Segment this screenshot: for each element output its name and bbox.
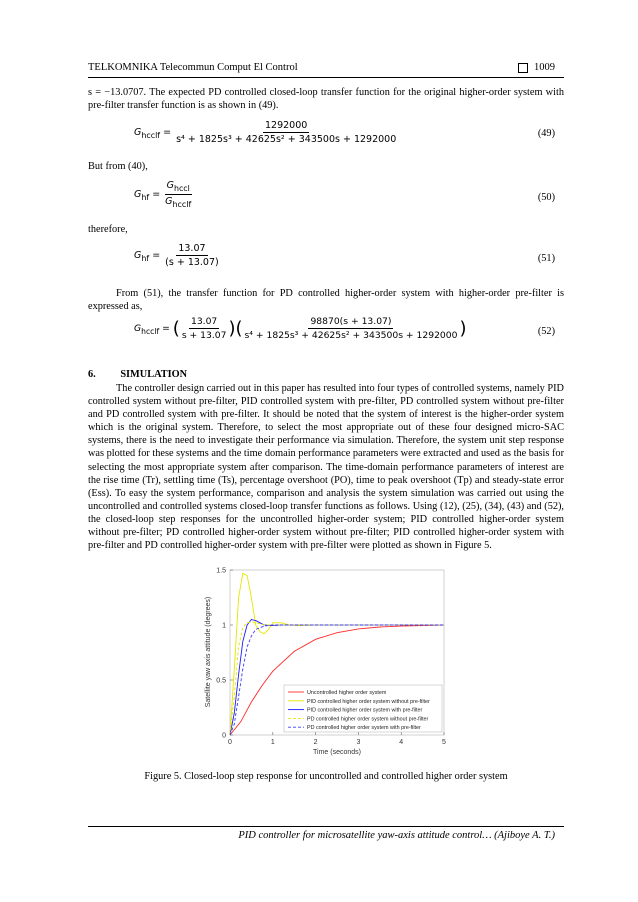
y-tick-label: 1.5 [216, 567, 226, 575]
x-axis-label: Time (seconds) [313, 749, 361, 756]
eq49-numerator: 1292000 [265, 120, 308, 131]
header-rule [88, 77, 564, 78]
legend-label: PD controlled higher order system with pre-filter [307, 725, 421, 732]
legend-label: PID controlled higher order system with pre-filter [307, 707, 423, 714]
text-therefore: therefore, [88, 224, 128, 235]
text-but-from: But from (40), [88, 161, 148, 172]
simulation-paragraph: The controller design carried out in this paper has resulted into four types of controlled systems, namely PID controlled system without pre-filter, PID controlled system with pre-filter, PD controlled system without pre-filter and PD controlled system with pre-filter. It should be noted that the system of interest is the higher-order system which is the original system. Therefore, to select the most appropriate out of these four designed micro-SAC systems, there is the need to investigate their performance via simulation. Therefore, the system unit step response was plotted for these systems and the time domain performance parameters were extracted and used as the basis for selecting the most appropriate system after comparison. The time-domain performance parameters of interest are the rise time (Tr), settling time (Ts), percentage overshoot (PO), time to peak overshoot (Tp) and steady-state error (Ess). To easy the system performance, comparison and analysis the system simulation was carried out using the uncontrolled and controlled systems closed-loop transfer functions as follows. Using (12), (25), (34), (43) and (52), the closed-loop step responses for the uncontrolled higher-order system; PID controlled higher-order system without pre-filter; PD controlled higher-order system without pre-filter; PID controlled higher-order system with pre-filter and PD controlled higher-order system with pre-filter were plotted as shown in Figure 5. [88, 383, 564, 552]
page-number: 1009 [534, 62, 555, 73]
eq49-denominator: s⁴ + 1825s³ + 42625s² + 343500s + 1292000 [176, 134, 397, 145]
x-tick-label: 4 [399, 739, 404, 746]
equation-52-label: (52) [537, 326, 555, 337]
x-tick-label: 0 [228, 739, 232, 746]
bullet-box-icon [518, 63, 528, 73]
section-heading: 6. SIMULATION [88, 369, 188, 380]
y-tick-label: 1 [222, 622, 226, 630]
equation-50-label: (50) [537, 192, 555, 203]
x-tick-label: 2 [313, 739, 318, 746]
legend-label: Uncontrolled higher order system [307, 690, 387, 696]
page-number-block [518, 62, 555, 73]
y-axis-label: Satellite yaw axis attitude (degrees) [205, 596, 212, 708]
paragraph-from-51: From (51), the transfer function for PD controlled higher-order system with higher-order pre-filter is expressed as, [88, 288, 564, 313]
legend-label: PD controlled higher order system without pre-filter [307, 716, 429, 723]
y-tick-label: 0 [222, 732, 226, 740]
x-tick-label: 5 [442, 739, 446, 746]
equation-51: $G_{hf}$ = $\frac{13.07}{(s + 13.07)}$ [134, 243, 219, 268]
eq51-numerator: 13.07 [178, 243, 206, 254]
page-footer: PID controller for microsatellite yaw-axis attitude control… (Ajiboye A. T.) [238, 830, 555, 841]
eq50-numerator: $G_{hccl}$ [166, 180, 190, 193]
x-tick-label: 3 [356, 739, 361, 746]
footer-rule [88, 826, 564, 827]
equation-49-label: (49) [537, 128, 555, 139]
figure-caption: Figure 5. Closed-loop step response for uncontrolled and controlled higher order system [144, 771, 508, 782]
x-tick-label: 1 [270, 739, 275, 746]
intro-paragraph: s = −13.0707. The expected PD controlled closed-loop transfer function for the original higher-order system with pre-filter transfer function is as shown in (49). [88, 87, 564, 112]
eq50-denominator: $G_{hcclf}$ [165, 195, 192, 209]
equation-51-label: (51) [537, 253, 555, 264]
legend-label: PID controlled higher order system without pre-filter [307, 698, 430, 705]
y-tick-label: 0.5 [216, 677, 226, 685]
equation-52: $G_{hcclf}$ = ( $\frac{13.07}{s + 13.07}$ )( $\frac{98870(s + 13.07)}{\text{s⁴ + 1825s³ + 42625s² + 343500s + 1292000}}$ ) [134, 316, 467, 341]
equation-50: $G_{hf}$ = $\frac{G_{hccl}}{G_{hcclf}}$ [134, 180, 192, 209]
eq51-denominator: (s + 13.07) [165, 257, 219, 268]
step-response-chart [200, 566, 460, 758]
equation-49: $G_{hcclf}$ = $\frac{1292000}{\text{s⁴ + 1825s³ + 42625s² + 343500s + 1292000}}$ [134, 120, 397, 145]
journal-header: TELKOMNIKA Telecommun Comput El Control [88, 62, 298, 73]
